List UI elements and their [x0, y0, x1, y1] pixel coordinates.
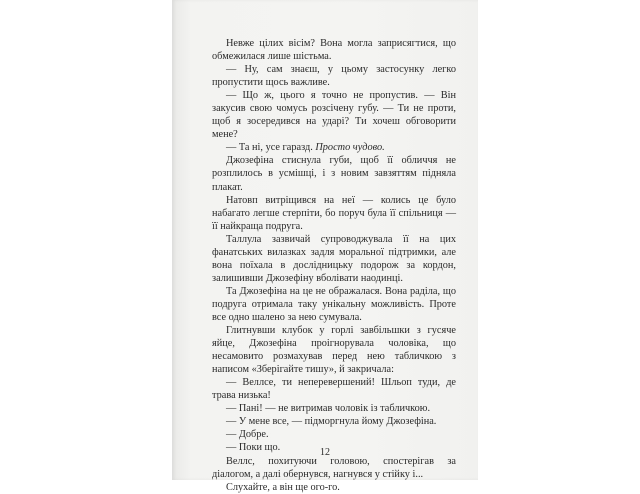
- page-number: 12: [320, 447, 330, 458]
- paragraph-9: Глитнувши клубок у горлі завбільшки з гусяче яйце, Джозефіна проігнорувала чоловіка, що несамовито розмахував перед нею табличкою з написом «Зберігайте тишу», й закричала:: [212, 325, 456, 376]
- paragraph-7: Таллула зазвичай супроводжувала її на цих фанатських вилазках задля моральної підтримки, але вона поїхала в дослідницьку подорож за кордон, залишивши Джозефіну вболівати наодинці.: [212, 233, 456, 284]
- paragraph-4: [212, 141, 456, 154]
- paragraph-8: Та Джозефіна на це не ображалася. Вона раділа, що подруга отримала таку унікальну можливість. Проте все одно шалено за нею сумувала.: [212, 285, 456, 323]
- paragraph-14: — Поки що.: [226, 442, 281, 454]
- paragraph-12: — У мене все, — підморгнула йому Джозефіна.: [226, 416, 437, 428]
- paragraph-16: Слухайте, а він ще ого-го.: [226, 481, 340, 493]
- paragraph-5: Джозефіна стиснула губи, щоб її обличчя не розплилось в усмішці, і з новим завзяттям підняла плакат.: [212, 155, 456, 193]
- paragraph-13: — Добре.: [226, 429, 269, 441]
- paragraph-11: — Пані! — не витримав чоловік із табличкою.: [226, 403, 431, 415]
- paragraph-6: Натовп витріщився на неї — колись це було набагато легше стерпіти, бо поруч була її спільниця — її найкраща подруга.: [212, 194, 456, 232]
- paragraph-1: Невже цілих вісім? Вона могла заприсягтися, що обмежилася лише шістьма.: [212, 38, 456, 63]
- paragraph-10: — Веллсе, ти неперевершений! Шльоп туди, де трава низька!: [212, 377, 456, 402]
- paragraph-4-italic: Просто чудово.: [315, 142, 385, 154]
- paragraph-15: Веллс, похитуючи головою, спостерігав за діалогом, а далі обернувся, нагнувся у стійку і...: [212, 455, 456, 480]
- paragraph-3: — Що ж, цього я точно не пропустив. — Він закусив свою чомусь розсічену губу. — Ти не проти, щоб я зосередився на ударі? Ти хочеш обговорити мене?: [212, 90, 456, 141]
- book-page: [172, 0, 478, 493]
- paragraph-2: — Ну, сам знаєш, у цьому застосунку легко пропустити щось важливе.: [212, 64, 456, 89]
- body-text: [212, 37, 456, 494]
- paragraph-4-text: — Та ні, усе гаразд.: [226, 142, 316, 154]
